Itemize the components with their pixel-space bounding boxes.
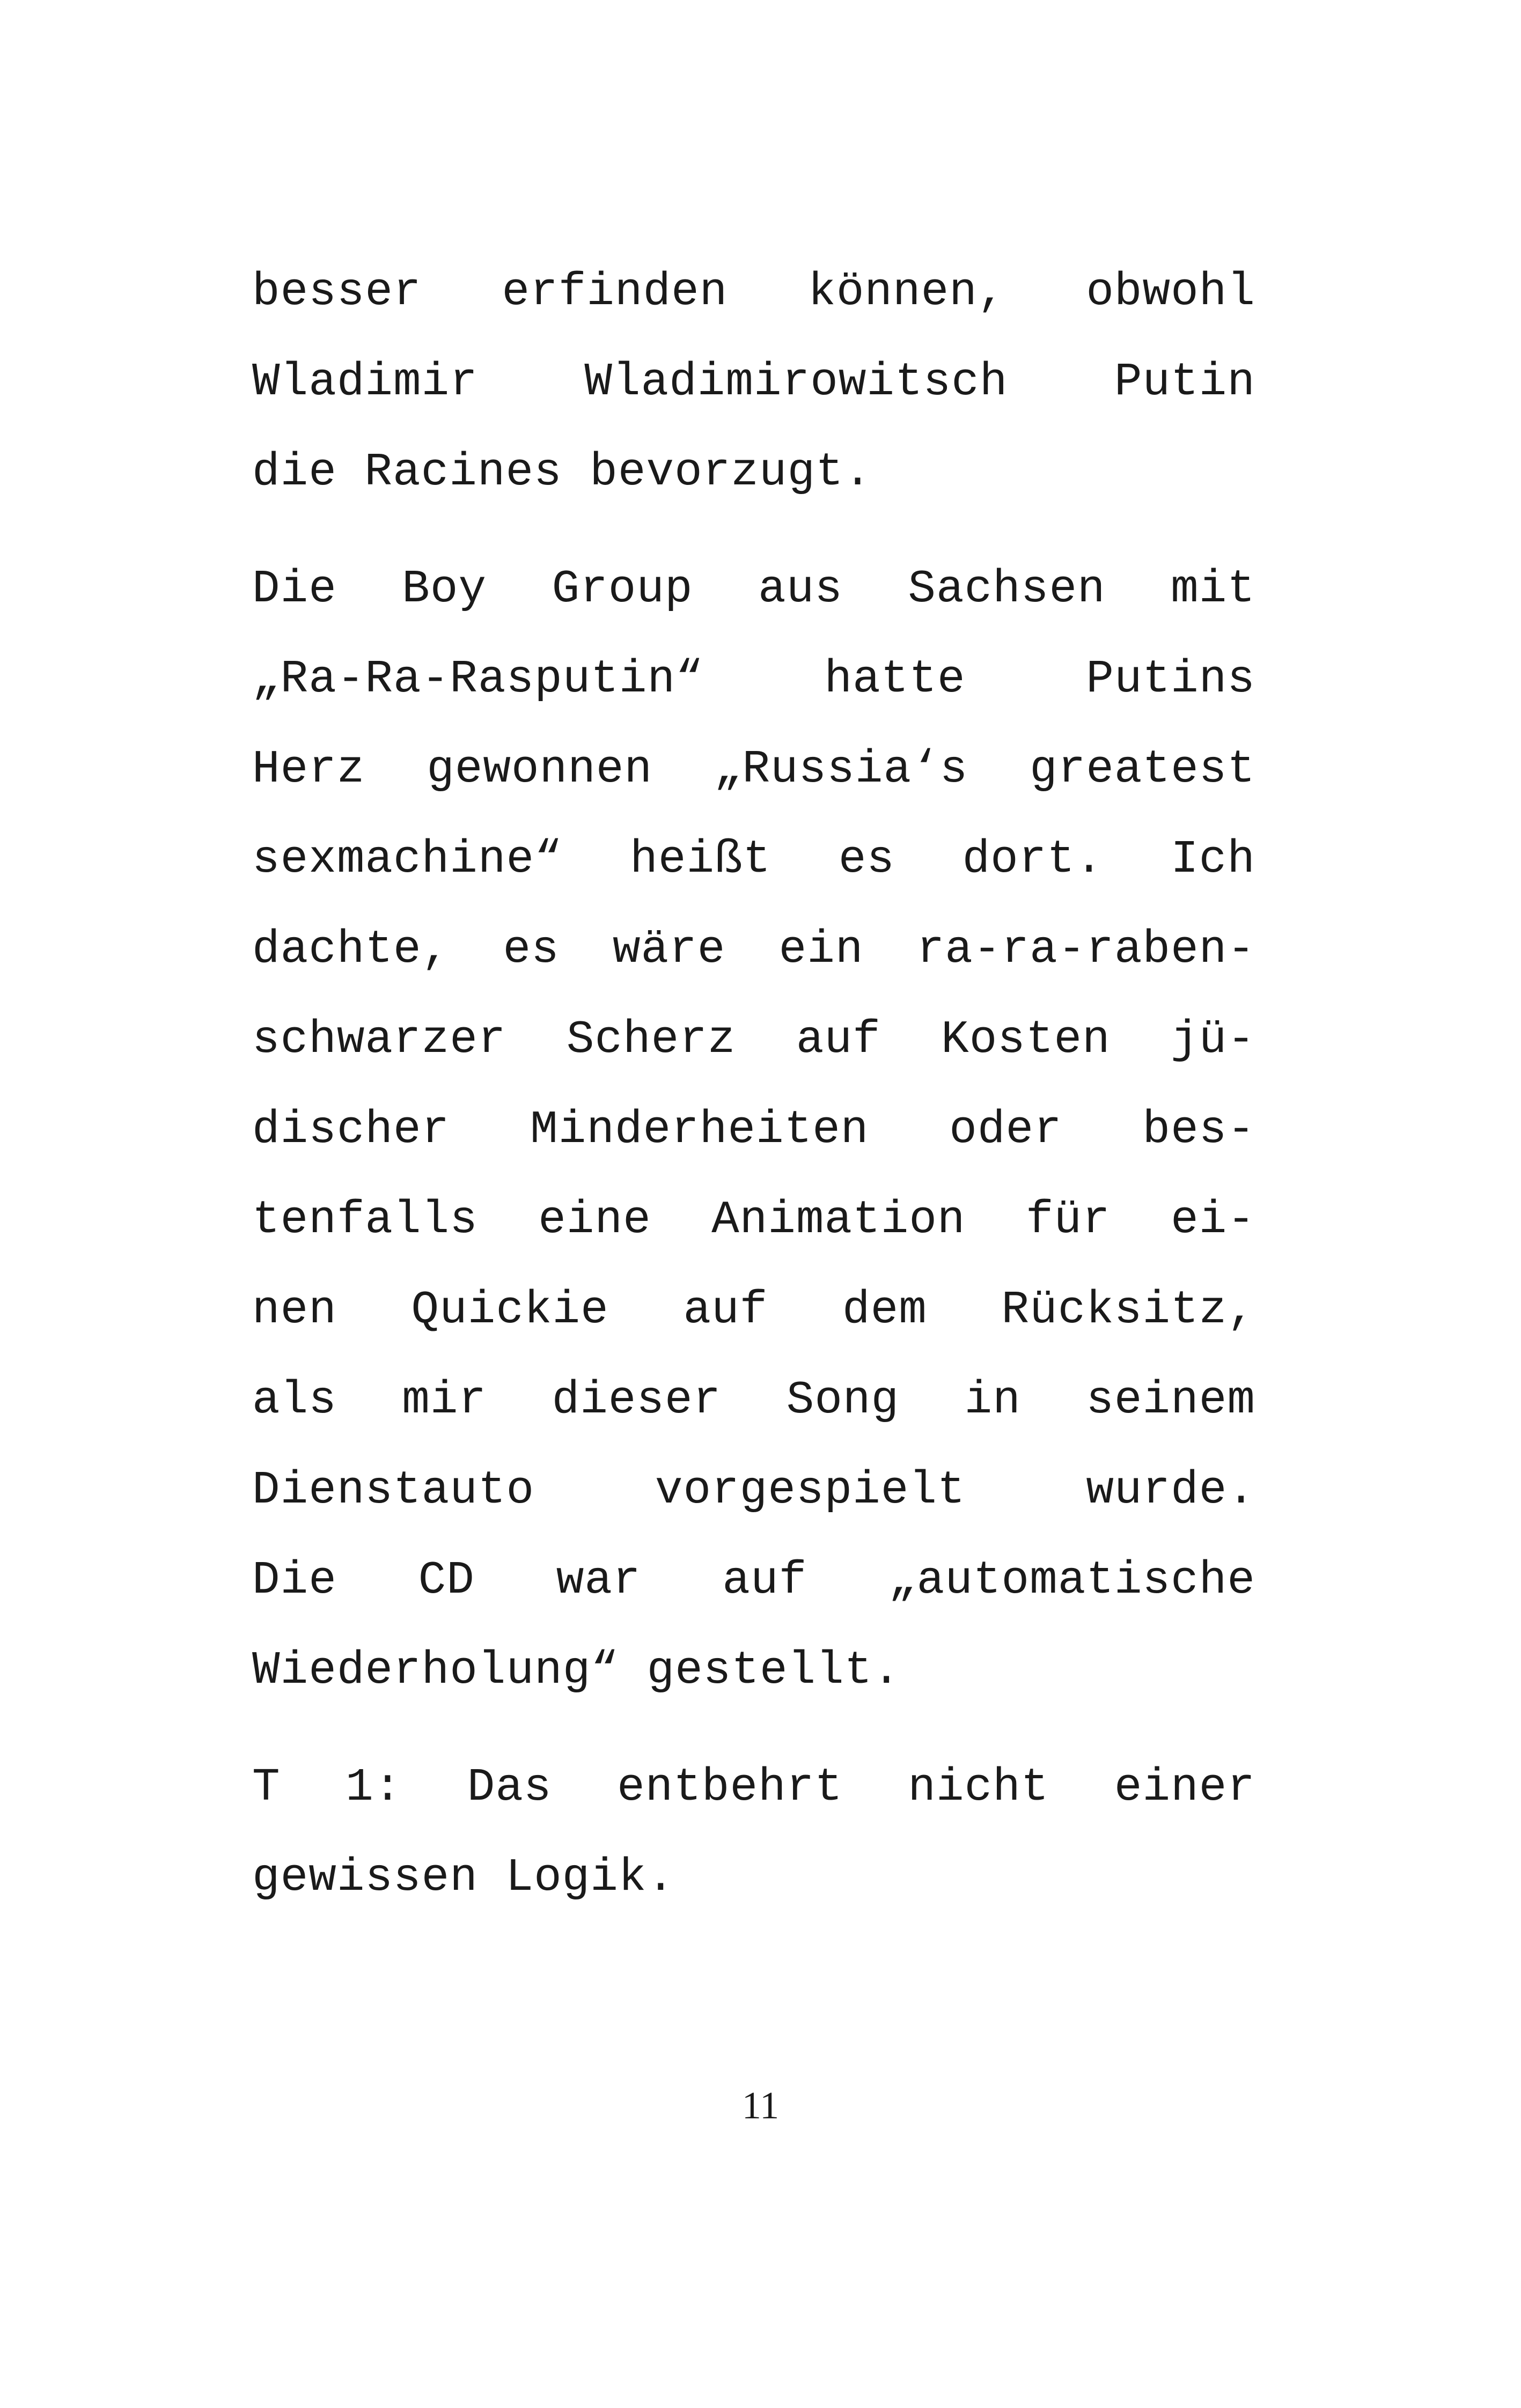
word: es: [503, 923, 560, 976]
word: für: [1025, 1194, 1111, 1246]
word: greatest: [1030, 743, 1255, 796]
word: „Ra-Ra-Rasputin“: [252, 653, 704, 705]
word: Animation: [711, 1194, 966, 1246]
page-number: 11: [741, 2084, 780, 2127]
word: obwohl: [1086, 266, 1255, 318]
word: in: [964, 1374, 1021, 1426]
word: auf: [722, 1554, 807, 1607]
word: discher: [252, 1103, 450, 1156]
text-line: [252, 544, 1255, 634]
word: oder: [949, 1103, 1062, 1156]
word: Herz: [252, 743, 365, 796]
word: können,: [808, 266, 1006, 318]
word: bes-: [1142, 1103, 1255, 1156]
text-line: [252, 427, 1255, 517]
word: eine: [538, 1194, 651, 1246]
word: Boy: [402, 563, 487, 615]
word: ein: [778, 923, 864, 976]
word: ei-: [1171, 1194, 1255, 1246]
word: ra-ra-raben-: [916, 923, 1255, 976]
word: Ich: [1171, 833, 1255, 886]
word: schwarzer: [252, 1013, 506, 1066]
paragraph-1: [252, 247, 1255, 517]
word: Sachsen: [908, 563, 1106, 615]
text-line: [252, 814, 1255, 904]
word: Group: [552, 563, 693, 615]
word: aus: [758, 563, 843, 615]
word: mir: [402, 1374, 487, 1426]
word: Racines: [364, 446, 562, 498]
word: die: [252, 446, 337, 498]
text-line: [252, 1832, 1255, 1923]
text-line: [252, 1265, 1255, 1355]
text-line: [252, 904, 1255, 995]
word: besser: [252, 266, 422, 318]
word: gestellt.: [646, 1644, 901, 1697]
word: hatte: [824, 653, 966, 705]
paragraph-2: [252, 544, 1255, 1715]
paragraph-3: [252, 1742, 1255, 1923]
word: Wladimirowitsch: [584, 356, 1008, 408]
text-line: [252, 337, 1255, 427]
word: wurde.: [1086, 1464, 1255, 1516]
word: Rücksitz,: [1001, 1284, 1255, 1336]
word: dachte,: [252, 923, 450, 976]
word: 1:: [346, 1761, 402, 1814]
word: gewissen: [252, 1851, 478, 1904]
word: Wladimir: [252, 356, 478, 408]
text-line: [252, 1625, 1255, 1715]
word: nen: [252, 1284, 337, 1336]
word: Logik.: [505, 1851, 675, 1904]
word: dort.: [962, 833, 1104, 886]
word: Die: [252, 563, 337, 615]
word: jü-: [1171, 1013, 1255, 1066]
word: einer: [1114, 1761, 1255, 1814]
text-line: [252, 1085, 1255, 1175]
word: entbehrt: [617, 1761, 843, 1814]
word: seinem: [1086, 1374, 1255, 1426]
word: dem: [842, 1284, 927, 1336]
text-line: [252, 1742, 1255, 1832]
word: erfinden: [502, 266, 728, 318]
body-text: [252, 247, 1255, 1949]
word: CD: [418, 1554, 475, 1607]
text-line: [252, 1535, 1255, 1625]
word: wäre: [612, 923, 726, 976]
word: nicht: [908, 1761, 1049, 1814]
word: sexmachine“: [252, 833, 563, 886]
text-line: [252, 995, 1255, 1085]
word: Kosten: [941, 1013, 1111, 1066]
word: heißt: [630, 833, 771, 886]
word: Das: [467, 1761, 552, 1814]
word: Minderheiten: [530, 1103, 869, 1156]
word: auf: [796, 1013, 881, 1066]
word: gewonnen: [427, 743, 653, 796]
text-line: [252, 247, 1255, 337]
word: auf: [683, 1284, 768, 1336]
word: Quickie: [411, 1284, 609, 1336]
word: als: [252, 1374, 337, 1426]
word: Song: [786, 1374, 900, 1426]
word: Putin: [1114, 356, 1255, 408]
word: Scherz: [566, 1013, 736, 1066]
word: es: [838, 833, 895, 886]
text-line: [252, 1355, 1255, 1445]
word: Dienstauto: [252, 1464, 535, 1516]
word: T: [252, 1761, 281, 1814]
word: vorgespielt: [655, 1464, 966, 1516]
text-line: [252, 634, 1255, 724]
word: mit: [1171, 563, 1255, 615]
word: „Russia‘s: [714, 743, 968, 796]
word: dieser: [552, 1374, 722, 1426]
word: „automatische: [888, 1554, 1255, 1607]
text-line: [252, 724, 1255, 814]
word: Putins: [1086, 653, 1255, 705]
word: war: [556, 1554, 641, 1607]
word: tenfalls: [252, 1194, 478, 1246]
text-line: [252, 1445, 1255, 1535]
word: Wiederholung“: [252, 1644, 619, 1697]
text-line: [252, 1175, 1255, 1265]
word: Die: [252, 1554, 337, 1607]
word: bevorzugt.: [590, 446, 872, 498]
